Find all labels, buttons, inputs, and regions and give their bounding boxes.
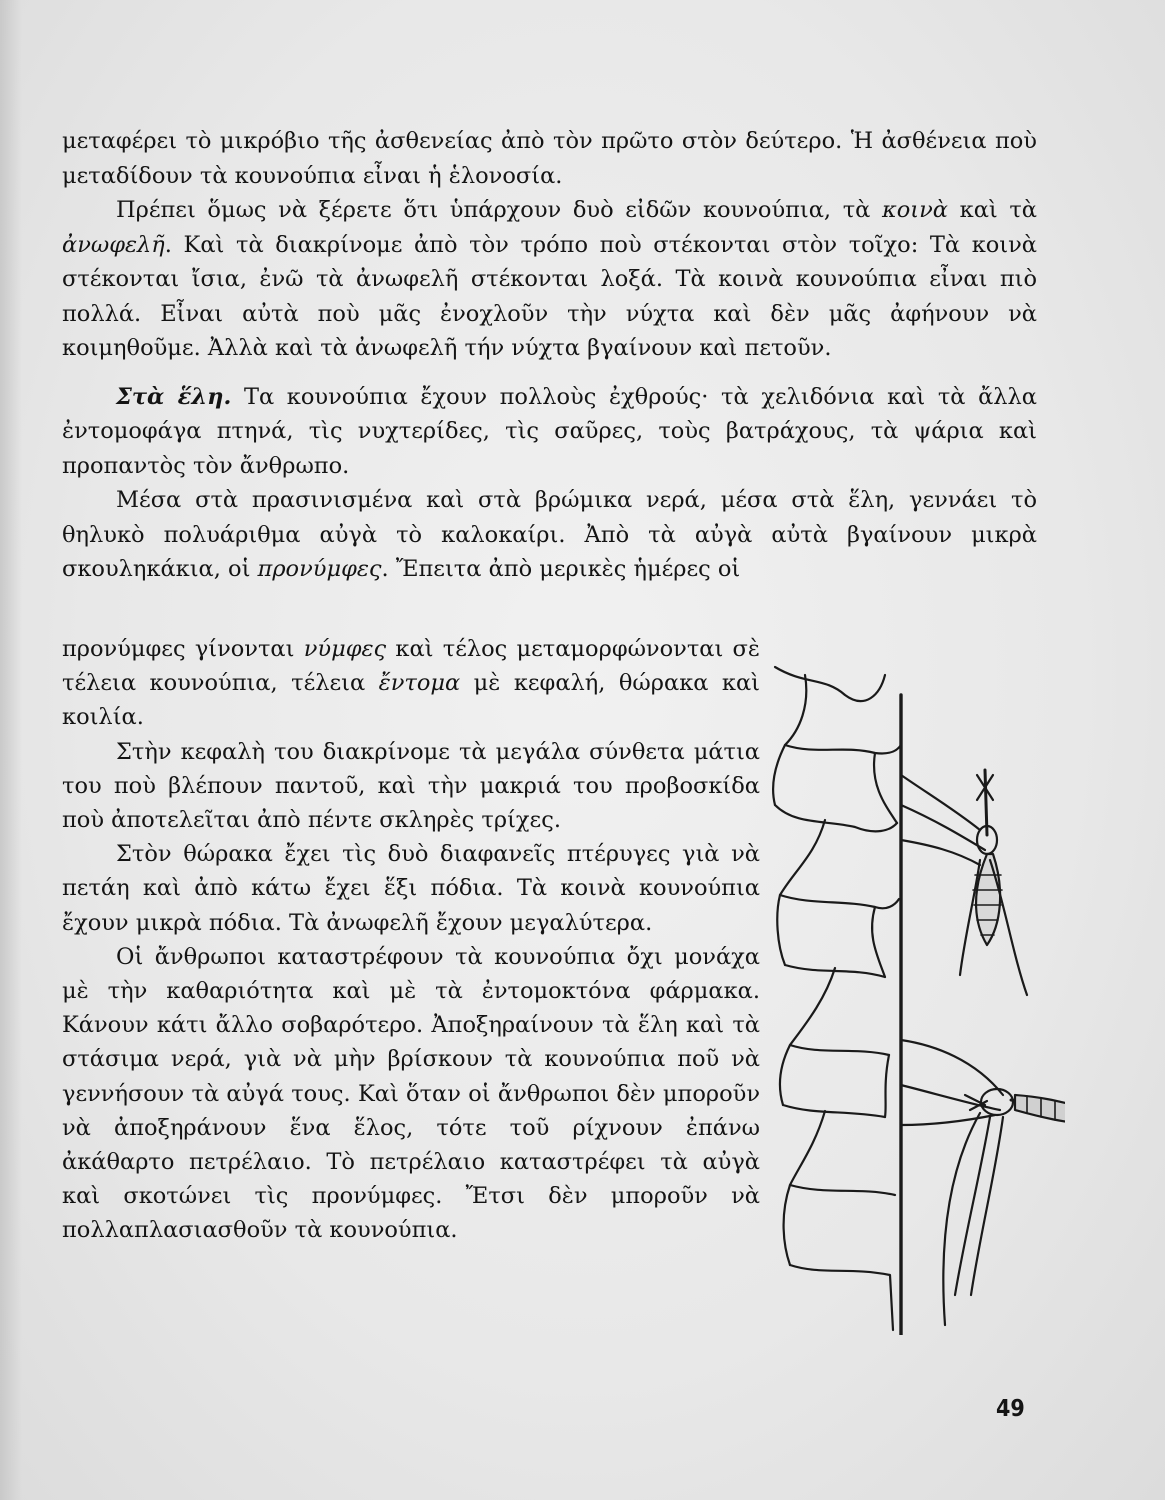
- term-koina: κοινὰ: [882, 197, 948, 223]
- term-anofeli: ἀνωφελῆ: [62, 231, 165, 258]
- mosquito-illustration: [765, 655, 1065, 1335]
- text-block-top: [62, 124, 1037, 587]
- text-block-side: [62, 632, 760, 1248]
- paragraph-8: Οἱ ἄνθρωποι καταστρέφουν τὰ κουνούπια ὄχι μονάχα μὲ τὴν καθαριότητα καὶ μὲ τὰ ἐντομοκτόνα φάρμακα. Κάνουν κάτι ἄλλο σοβαρότερο. Ἀποξηραίνουν τὰ ἕλη καὶ τὰ στάσιμα νερά, γιὰ νὰ μὴν βρίσκουν τὰ κουνούπια ποῦ νὰ γεννήσουν τὰ αὐγά τους. Καὶ ὅταν οἱ ἄνθρωποι δὲν μποροῦν νὰ ἀποξηράνουν ἕνα ἕλος, τότε τοῦ ρίχνουν ἐπάνω ἀκάθαρτο πετρέλαιο. Τὸ πετρέλαιο καταστρέφει τὰ αὐγὰ καὶ σκοτώνει τὶς προνύμφες. Ἔτσι δὲν μποροῦν νὰ πολλαπλασιασθοῦν τὰ κουνούπια.: [62, 943, 760, 1244]
- paragraph-5: προνύμφες γίνονται νύμφες καὶ τέλος μεταμορφώνονται σὲ τέλεια κουνούπια, τέλεια ἔντομα μὲ κεφαλή, θώρακα καὶ κοιλία.: [62, 636, 760, 731]
- paragraph-1-text: μεταφέρει τὸ μικρόβιο τῆς ἀσθενείας ἀπὸ τὸν πρῶτο στὸν δεύτερο. Ἡ ἀσθένεια ποὺ μεταδίδουν τὰ κουνούπια εἶναι ἡ ἑλονοσία.: [62, 128, 1037, 189]
- term-pronymfes: προνύμφες: [257, 556, 382, 582]
- paragraph-7: Στὸν θώρακα ἔχει τὶς δυὸ διαφανεῖς πτέρυγες γιὰ νὰ πετάη καὶ ἀπὸ κάτω ἔχει ἕξι πόδια. Τὰ κοινὰ κουνούπια ἔχουν μικρὰ πόδια. Τὰ ἀνωφελῆ ἔχουν μεγαλύτερα.: [62, 841, 760, 936]
- paragraph-2: Πρέπει ὅμως νὰ ξέρετε ὅτι ὑπάρχουν δυὸ εἰδῶν κουνούπια, τὰ κοινὰ καὶ τὰ ἀνωφελῆ. Καὶ τὰ διακρίνομε ἀπὸ τὸν τρόπο ποὺ στέκονται στὸν τοῖχο: Τὰ κοινὰ στέκονται ἴσια, ἐνῶ τὰ ἀνωφελῆ στέκονται λοξά. Τὰ κοινὰ κουνούπια εἶναι πιὸ πολλά. Εἶναι αὐτὰ ποὺ μᾶς ἐνοχλοῦν τὴν νύχτα καὶ δὲν μᾶς ἀφήνουν νὰ κοιμηθοῦμε. Ἀλλὰ καὶ τὰ ἀνωφελῆ τήν νύχτα βγαίνουν καὶ πετοῦν.: [62, 197, 1037, 361]
- paragraph-4: Μέσα στὰ πρασινισμένα καὶ στὰ βρώμικα νερά, μέσα στὰ ἕλη, γεννάει τὸ θηλυκὸ πολυάριθμα αὐγὰ τὸ καλοκαίρι. Ἀπὸ τὰ αὐγὰ αὐτὰ βγαίνουν μικρὰ σκουληκάκια, οἱ προνύμφες. Ἔπειτα ἀπὸ μερικὲς ἡμέρες οἱ: [62, 487, 1037, 582]
- wall-stone-outline: [775, 667, 885, 701]
- page-number: 49: [996, 1396, 1025, 1422]
- paragraph-3: Στὰ ἕλη. Τα κουνούπια ἔχουν πολλοὺς ἐχθρούς· τὰ χελιδόνια καὶ τὰ ἄλλα ἐντομοφάγα πτηνά, τὶς νυχτερίδες, τὶς σαῦρες, τοὺς βατράχους, τὰ ψάρια καὶ προπαντὸς τὸν ἄνθρωπο.: [62, 383, 1037, 479]
- term-entoma: ἔντομα: [378, 670, 461, 697]
- paragraph-6: Στὴν κεφαλὴ του διακρίνομε τὰ μεγάλα σύνθετα μάτια του ποὺ βλέπουν παντοῦ, καὶ τὴν μακριά του προβοσκίδα ποὺ ἀποτελεῖται ἀπὸ πέντε σκληρὲς τρίχες.: [62, 738, 760, 834]
- section-heading: Στὰ ἕλη.: [116, 383, 232, 410]
- paragraph-1: [62, 124, 1037, 193]
- binding-shadow: [0, 0, 22, 1500]
- term-nymfes: νύμφες: [303, 636, 387, 662]
